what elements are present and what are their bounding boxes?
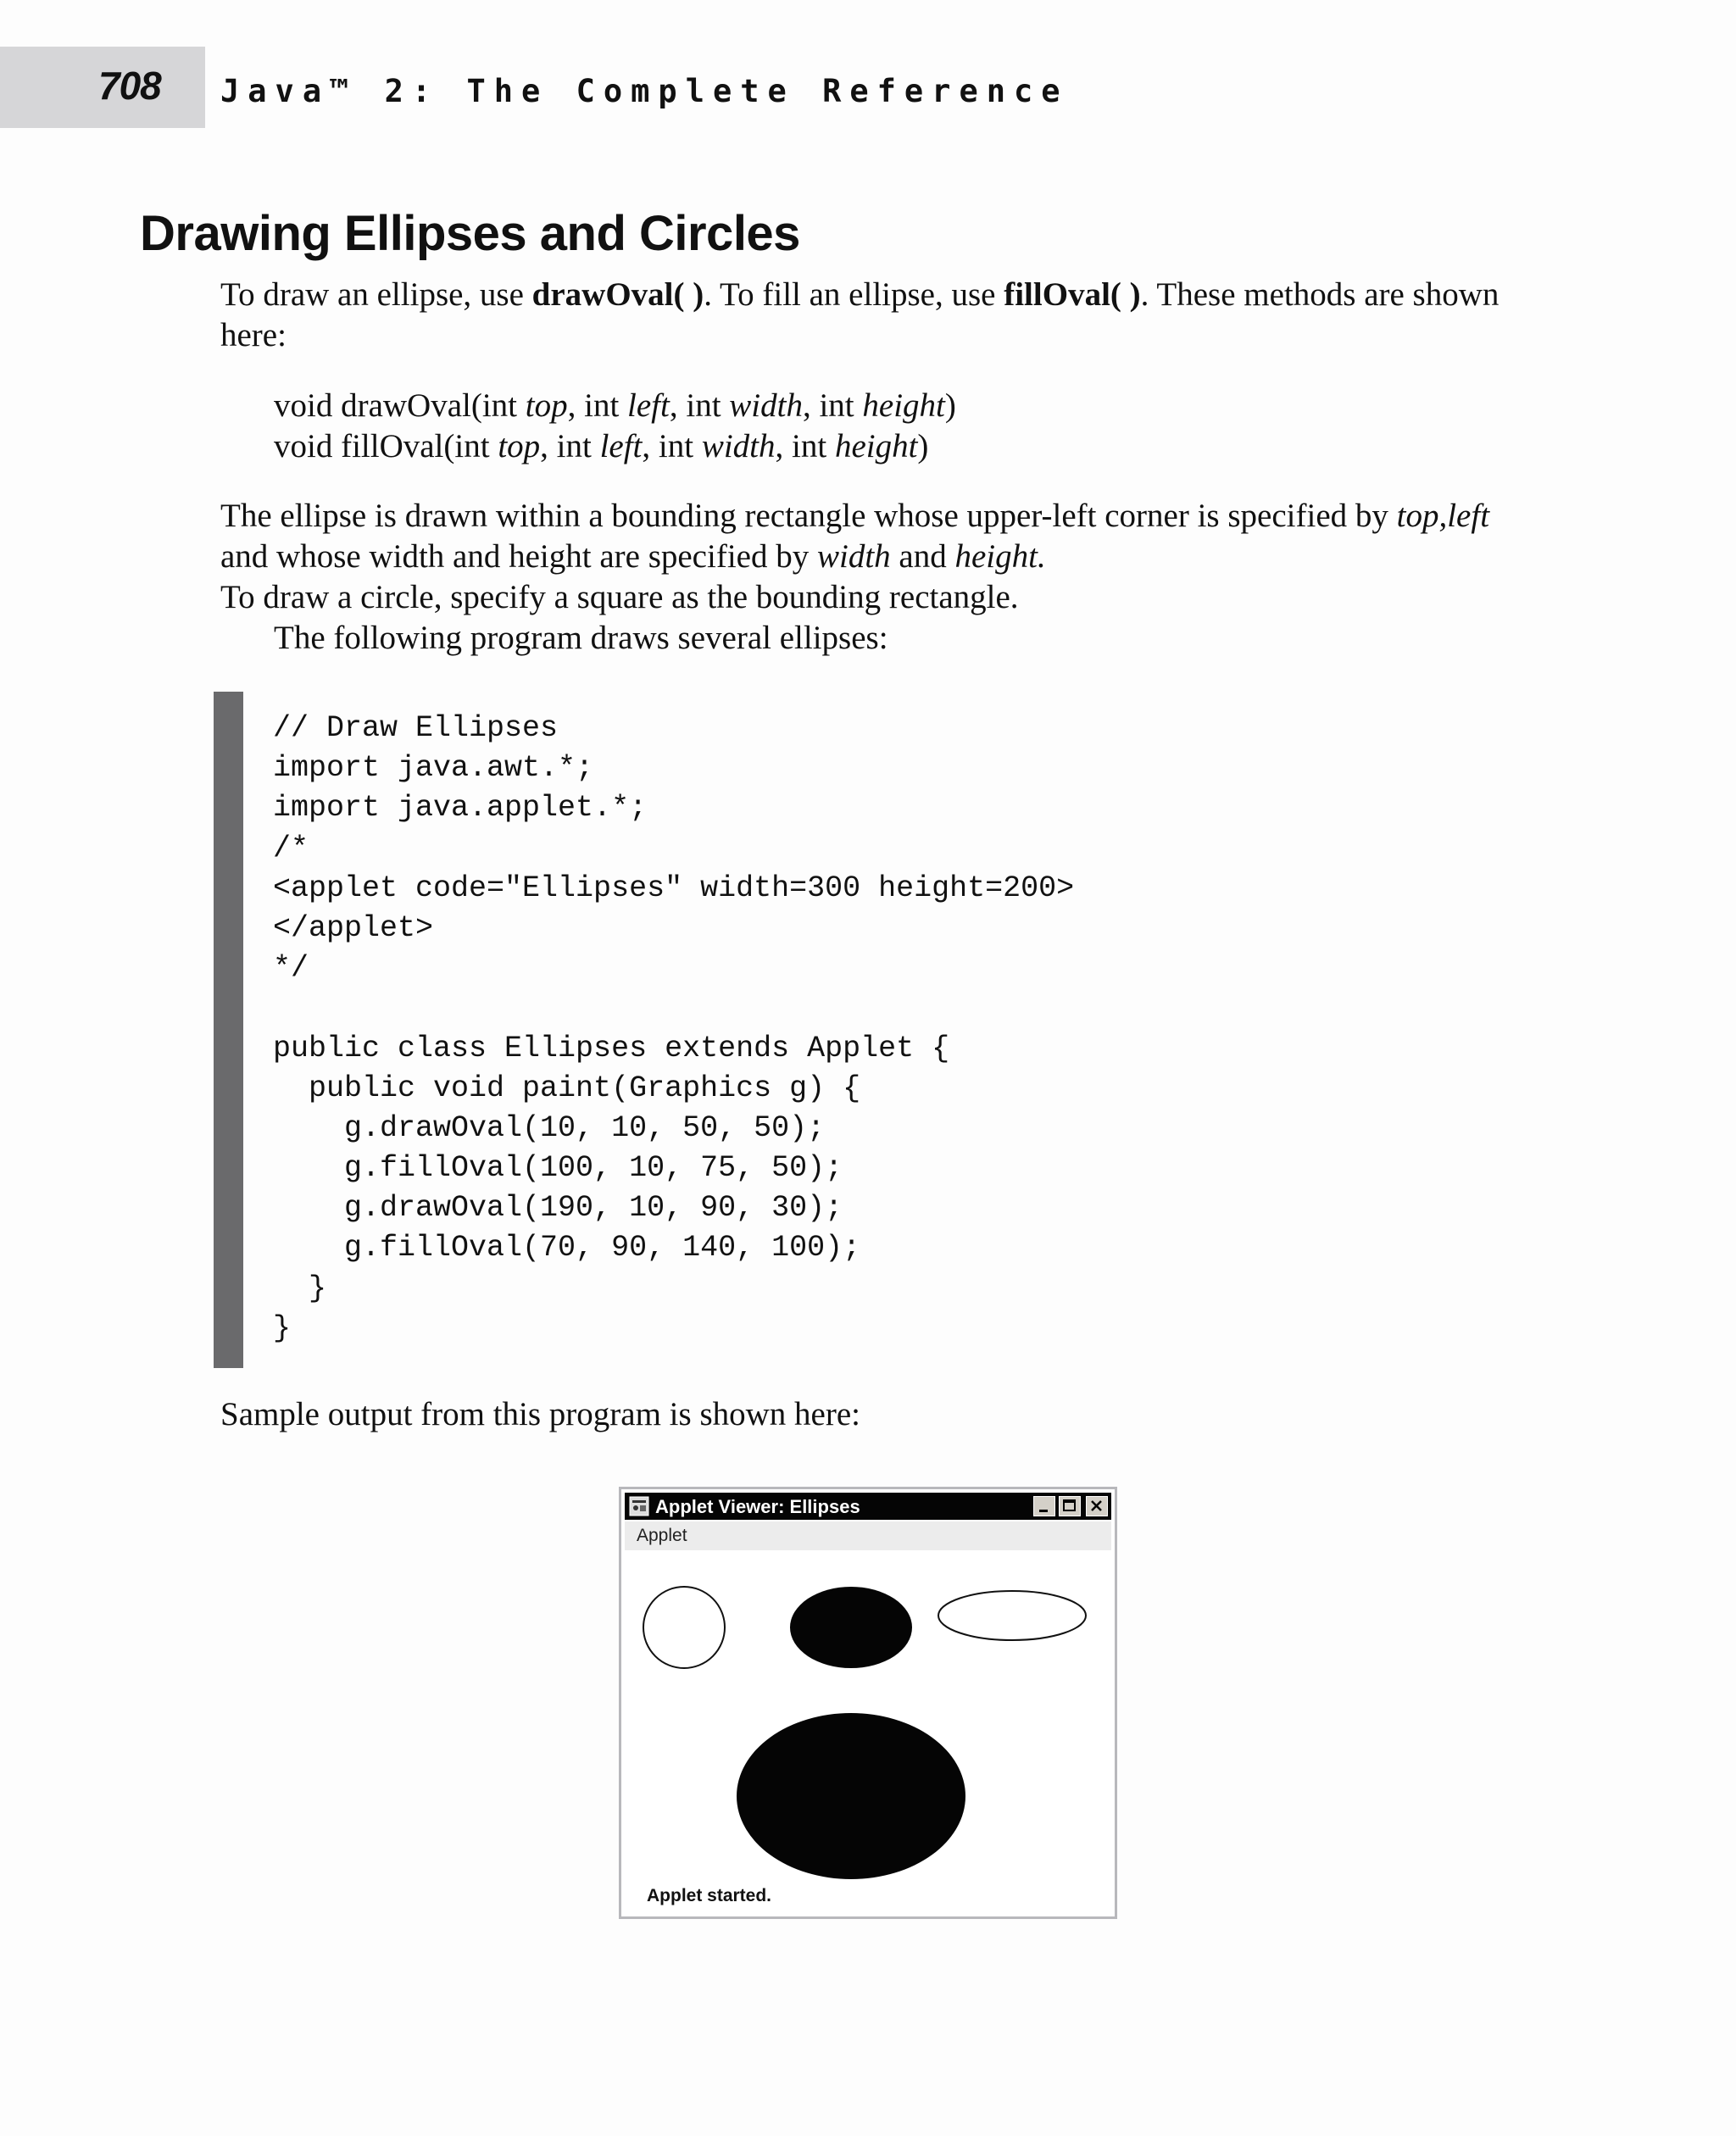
circle-sentence: To draw a circle, specify a square as the bounding rectangle.	[220, 579, 1019, 615]
drawoval-signature	[274, 386, 956, 426]
window-title: Applet Viewer: Ellipses	[655, 1496, 860, 1517]
explain-italic: top,left	[1396, 498, 1490, 534]
applet-viewer-window	[619, 1487, 1117, 1919]
sig-text: )	[917, 428, 929, 464]
sig-text: , int	[540, 428, 600, 464]
window-menu-bar	[625, 1521, 1111, 1550]
drawn-circle	[643, 1587, 725, 1668]
running-title: Java™ 2: The Complete Reference	[220, 73, 1069, 109]
sig-text: void drawOval(int	[274, 387, 526, 424]
section-heading: Drawing Ellipses and Circles	[140, 206, 800, 261]
sig-text: , int	[775, 428, 835, 464]
sig-text: , int	[802, 387, 863, 424]
sample-output-sentence: Sample output from this program is shown here:	[220, 1396, 860, 1432]
close-button[interactable]	[1086, 1496, 1108, 1516]
sig-text: )	[944, 387, 956, 424]
sig-param: left	[599, 428, 643, 464]
code-line: </applet>	[273, 910, 434, 945]
sig-text: , int	[567, 387, 628, 424]
window-title-bar[interactable]	[625, 1493, 1111, 1520]
code-line: g.drawOval(190, 10, 90, 30);	[273, 1191, 843, 1226]
sig-text: , int	[669, 387, 730, 424]
sig-param: top	[498, 428, 541, 464]
sig-param: height	[834, 428, 918, 464]
code-line: // Draw Ellipses	[273, 711, 559, 745]
sig-param: top	[525, 387, 568, 424]
code-line: public class Ellipses extends Applet {	[273, 1031, 950, 1065]
filled-ellipse-small	[790, 1587, 912, 1668]
filloval-signature	[274, 426, 928, 467]
page-number: 708	[98, 64, 161, 108]
code-line: g.fillOval(70, 90, 140, 100);	[273, 1231, 861, 1265]
minimize-button[interactable]	[1033, 1496, 1055, 1516]
code-line: g.drawOval(10, 10, 50, 50);	[273, 1110, 826, 1145]
code-line: <applet code="Ellipses" width=300 height=200>	[273, 871, 1075, 905]
applet-viewer-icon[interactable]	[628, 1495, 650, 1517]
code-line: }	[273, 1271, 327, 1305]
code-line: /*	[273, 831, 309, 865]
sig-text: void fillOval(int	[274, 428, 498, 464]
drawoval-method-name: drawOval( )	[531, 276, 704, 313]
minimize-icon	[1034, 1497, 1054, 1516]
filled-ellipse-large	[737, 1713, 965, 1879]
code-line: }	[273, 1310, 292, 1345]
sig-param: height	[862, 387, 945, 424]
intro-text-1: To draw an ellipse, use	[220, 276, 532, 313]
explain-italic: width	[816, 538, 891, 575]
code-listing-bar	[214, 692, 243, 1368]
code-line	[273, 988, 1074, 1028]
sig-param: left	[627, 387, 670, 424]
applet-menu[interactable]: Applet	[637, 1526, 687, 1545]
code-line: import java.applet.*;	[273, 791, 648, 826]
applet-drawing-area	[625, 1550, 1111, 1881]
sig-param: width	[729, 387, 803, 424]
explain-text: The ellipse is drawn within a bounding rectangle whose upper-left corner is specified by	[220, 498, 1397, 534]
explain-paragraph	[220, 496, 1509, 577]
maximize-button[interactable]	[1059, 1496, 1081, 1516]
close-icon	[1087, 1497, 1107, 1516]
code-line: public void paint(Graphics g) {	[273, 1071, 861, 1105]
intro-paragraph	[220, 275, 1509, 356]
program-intro-sentence: The following program draws several ellipses:	[274, 620, 888, 656]
sig-param: width	[701, 428, 776, 464]
code-line: g.fillOval(100, 10, 75, 50);	[273, 1151, 843, 1186]
sig-text: , int	[642, 428, 702, 464]
status-bar-text: Applet started.	[647, 1886, 772, 1905]
intro-text-2: . To fill an ellipse, use	[704, 276, 1004, 313]
maximize-icon	[1060, 1497, 1080, 1516]
drawn-ellipse-wide	[938, 1591, 1086, 1640]
explain-text: and whose width and height are specified by	[220, 538, 817, 575]
code-line: */	[273, 951, 309, 986]
code-listing	[273, 709, 1074, 1349]
explain-text: and	[890, 538, 955, 575]
filloval-method-name: fillOval( )	[1004, 276, 1141, 313]
code-line: import java.awt.*;	[273, 751, 594, 786]
intro-text-3: . These methods are shown here:	[220, 276, 1500, 353]
explain-italic: height.	[954, 538, 1046, 575]
